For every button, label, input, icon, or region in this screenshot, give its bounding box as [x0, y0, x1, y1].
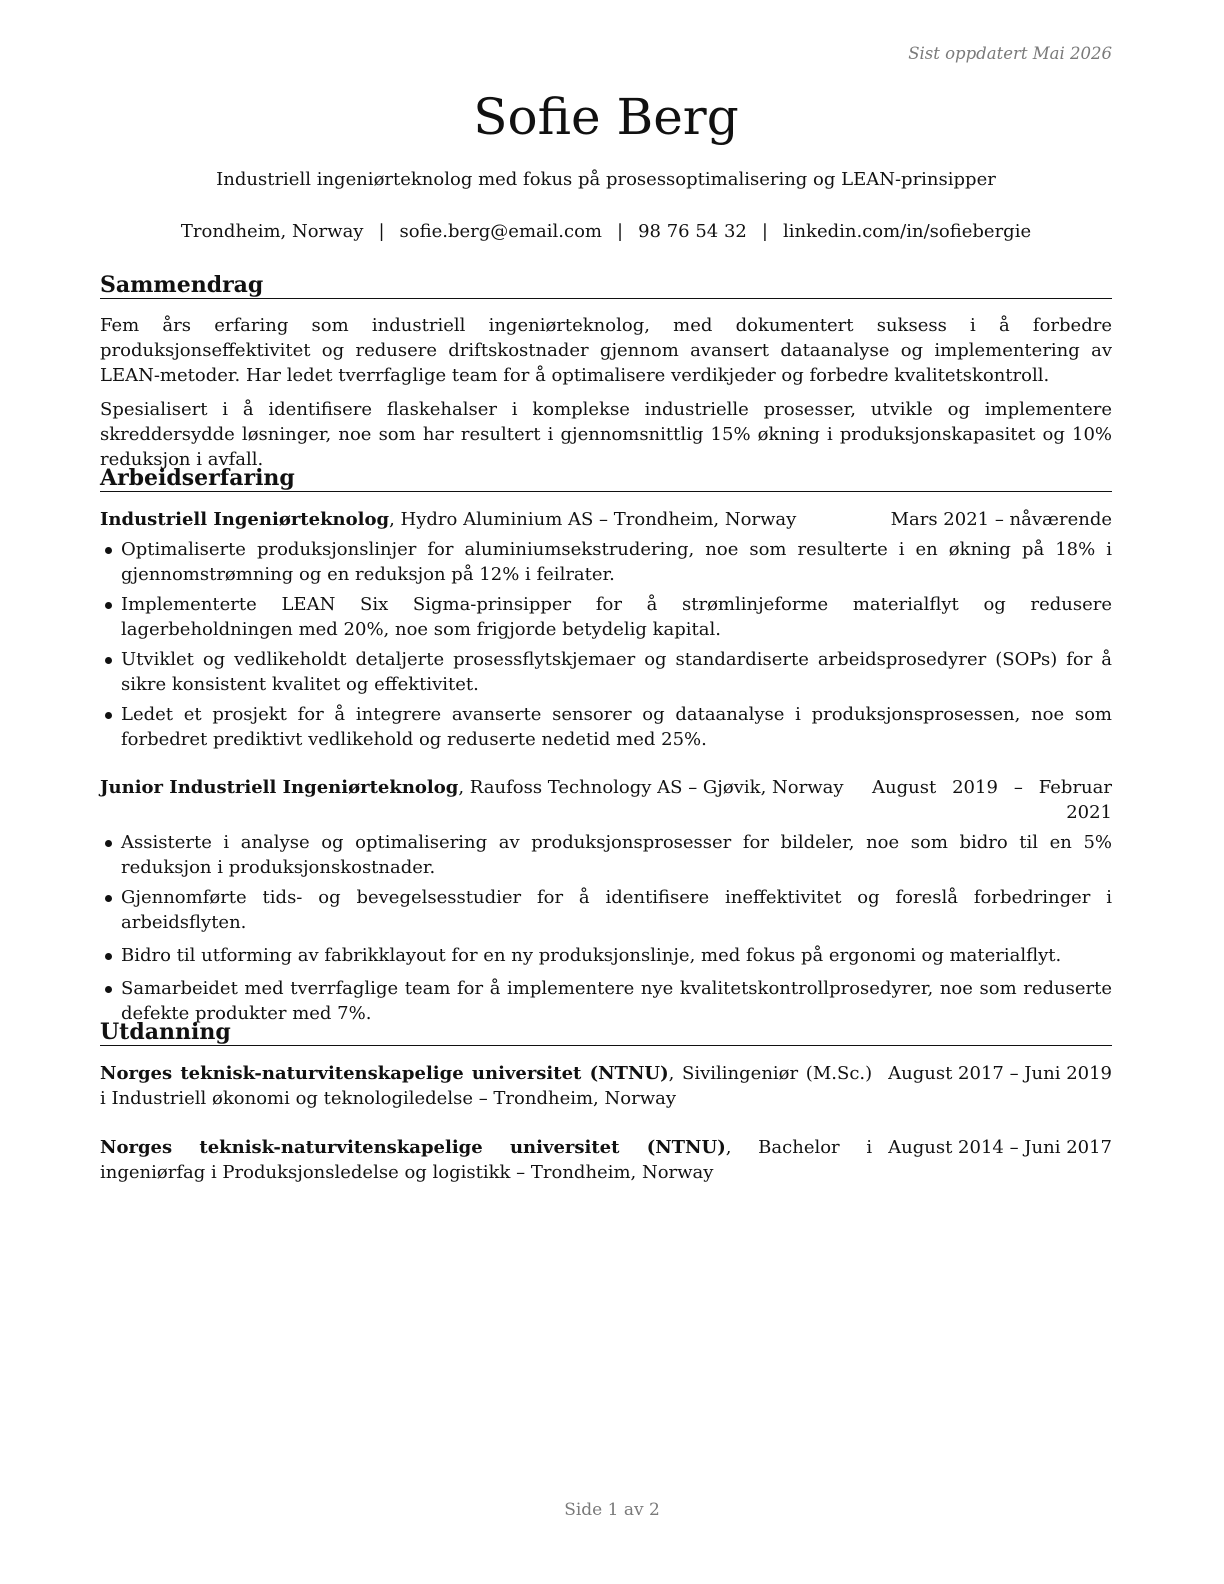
- job-bullet: Assisterte i analyse og optimalisering av produksjonsprosesser for bildeler, noe som bidro til en 5% reduksjon i produksjonskostnader.: [100, 830, 1112, 880]
- candidate-tagline: Industriell ingeniørteknolog med fokus på prosessoptimalisering og LEAN-prinsipper: [216, 169, 996, 190]
- job-bullets: [100, 830, 1112, 1026]
- contact-email: sofie.berg@email.com: [399, 221, 602, 242]
- candidate-name: Sofie Berg: [473, 88, 739, 146]
- experience-section: [100, 465, 1112, 1026]
- section-heading-experience: Arbeidserfaring: [100, 465, 1112, 492]
- summary-paragraph: Fem års erfaring som industriell ingeniørteknolog, med dokumentert suksess i å forbedre produksjonseffektivitet og redusere driftskostnader gjennom avansert dataanalyse og implementering av LEAN-metoder. Har ledet tverrfaglige team for å optimalisere verdikjeder og forbedre kvalitetskontroll.: [100, 315, 1112, 386]
- job-bullets: [100, 537, 1112, 752]
- job-bullet: Bidro til utforming av fabrikklayout for en ny produksjonslinje, med fokus på ergonomi og materialflyt.: [100, 943, 1112, 968]
- job-header: [100, 775, 1112, 825]
- job-header: [100, 507, 1112, 532]
- job-bullet: Samarbeidet med tverrfaglige team for å implementere nye kvalitetskontrollprosedyrer, noe som reduserte defekte produkter med 7%.: [100, 976, 1112, 1026]
- contact-line: [100, 220, 1112, 244]
- job-title: Industriell Ingeniørteknolog: [100, 509, 390, 530]
- contact-separator: |: [616, 221, 624, 242]
- job-employer: , Hydro Aluminium AS – Trondheim, Norway: [389, 509, 797, 530]
- section-heading-summary: Sammendrag: [100, 272, 1112, 299]
- section-heading-education: Utdanning: [100, 1019, 1112, 1046]
- job-entry: [100, 507, 1112, 752]
- job-bullet: Utviklet og vedlikeholdt detaljerte prosessflytskjemaer og standardiserte arbeidsprosedyrer (SOPs) for å sikre konsistent kvalitet og effektivitet.: [100, 647, 1112, 697]
- job-bullet: Gjennomførte tids- og bevegelsesstudier for å identifisere ineffektivitet og foreslå forbedringer i arbeidsflyten.: [100, 885, 1112, 935]
- page-number: Side 1 av 2: [564, 1500, 660, 1520]
- education-dates: August 2014 – Juni 2017: [888, 1137, 1112, 1158]
- job-bullet: Optimaliserte produksjonslinjer for aluminiumsekstrudering, noe som resulterte i en økning på 18% i gjennomstrømning og en reduksjon på 12% i feilrater.: [100, 537, 1112, 587]
- education-section: [100, 1019, 1112, 1185]
- contact-phone: 98 76 54 32: [638, 221, 747, 242]
- education-school: Norges teknisk-naturvitenskapelige universitet (NTNU): [100, 1137, 726, 1158]
- education-entry: [100, 1061, 1112, 1111]
- contact-separator: |: [378, 221, 385, 242]
- contact-separator: |: [761, 221, 768, 242]
- summary-paragraph: Spesialisert i å identifisere flaskehalser i komplekse industrielle prosesser, utvikle og implementere skreddersydde løsninger, noe som har resultert i gjennomsnittlig 15% økning i produksjonskapasitet og 10% reduksjon i avfall.: [100, 399, 1112, 470]
- education-degree: , Bachelor i ingeniørfag i Produksjonsledelse og logistikk – Trondheim, Norway: [100, 1137, 873, 1183]
- education-dates: August 2017 – Juni 2019: [888, 1063, 1112, 1084]
- resume-page: [100, 0, 1112, 1584]
- education-degree: , Sivilingeniør (M.Sc.) i Industriell økonomi og teknologiledelse – Trondheim, Norway: [100, 1063, 873, 1109]
- job-dates: August 2019 – Februar 2021: [872, 777, 1112, 823]
- contact-location: Trondheim, Norway: [180, 221, 364, 242]
- last-updated-note: Sist oppdatert Mai 2026: [908, 44, 1112, 63]
- job-employer: , Raufoss Technology AS – Gjøvik, Norway: [458, 777, 844, 798]
- education-entry: [100, 1135, 1112, 1185]
- job-title: Junior Industriell Ingeniørteknolog: [100, 777, 459, 798]
- summary-section: [100, 272, 1112, 472]
- job-bullet: Implementerte LEAN Six Sigma-prinsipper for å strømlinjeforme materialflyt og redusere lagerbeholdningen med 20%, noe som frigjorde betydelig kapital.: [100, 592, 1112, 642]
- job-dates: Mars 2021 – nåværende: [890, 509, 1112, 530]
- job-entry: [100, 775, 1112, 1026]
- job-bullet: Ledet et prosjekt for å integrere avanserte sensorer og dataanalyse i produksjonsprosessen, noe som forbedret prediktivt vedlikehold og reduserte nedetid med 25%.: [100, 702, 1112, 752]
- education-school: Norges teknisk-naturvitenskapelige universitet (NTNU): [100, 1063, 669, 1084]
- contact-linkedin: linkedin.com/in/sofiebergie: [782, 221, 1032, 242]
